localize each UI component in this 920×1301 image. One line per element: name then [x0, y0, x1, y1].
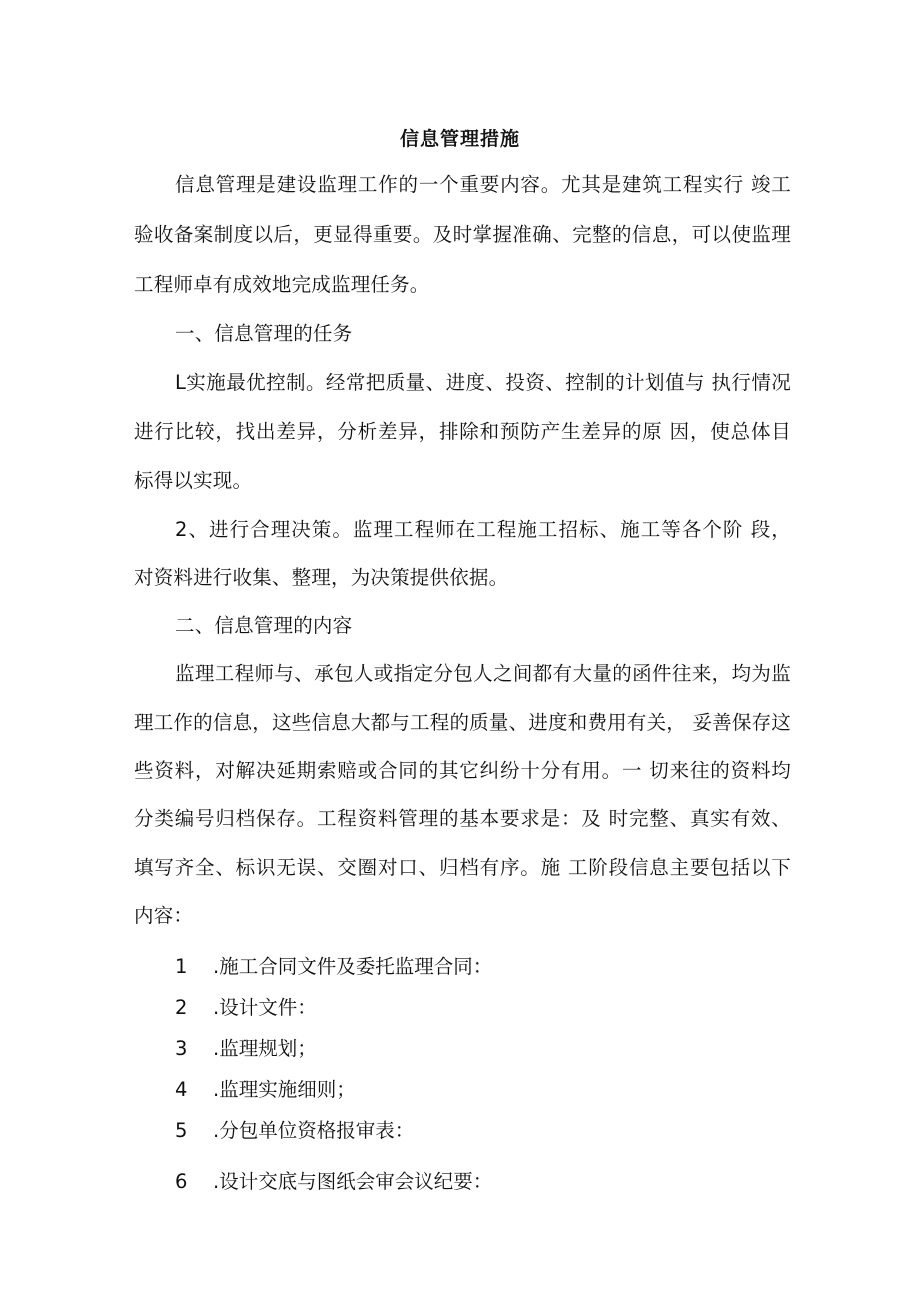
- paragraph-line: 2、进行合理决策。监理工程师在工程施工招标、施工等各个阶 段，: [175, 518, 791, 541]
- list-item-text: .监理规划；: [213, 1037, 317, 1060]
- list-item: [175, 1115, 414, 1143]
- paragraph-line: 内容：: [134, 904, 194, 927]
- list-item-text: .施工合同文件及委托监理合同：: [213, 955, 493, 978]
- list-item-text: .设计交底与图纸会审会议纪要：: [213, 1170, 493, 1193]
- list-item-number: 3: [175, 1037, 188, 1060]
- section-heading: 一、信息管理的任务: [175, 322, 353, 345]
- list-item-text: .设计文件：: [213, 996, 317, 1019]
- list-item: [175, 1166, 492, 1194]
- list-item: [175, 1074, 356, 1102]
- list-item: [175, 992, 317, 1020]
- list-item-number: 2: [175, 996, 188, 1019]
- list-item-text: .分包单位资格报审表：: [213, 1119, 415, 1142]
- section-heading: 二、信息管理的内容: [175, 614, 353, 637]
- paragraph-line: 标得以实现。: [134, 469, 253, 492]
- list-item: [175, 1033, 317, 1061]
- paragraph-line: 些资料，对解决延期索赔或合同的其它纠纷十分有用。一 切来往的资料均: [134, 759, 791, 782]
- list-item-number: 5: [175, 1119, 188, 1142]
- list-item-number: 6: [175, 1170, 188, 1193]
- paragraph-line: 分类编号归档保存。工程资料管理的基本要求是：及 时完整、真实有效、: [134, 807, 791, 830]
- list-item-number: 1: [175, 955, 188, 978]
- document-title: 信息管理措施: [399, 128, 520, 150]
- paragraph-line: 监理工程师与、承包人或指定分包人之间都有大量的函件往来，均为监: [175, 662, 791, 685]
- list-item-text: .监理实施细则；: [213, 1078, 356, 1101]
- paragraph-line: 填写齐全、标识无误、交圈对口、归档有序。施 工阶段信息主要包括以下: [134, 856, 791, 879]
- paragraph-line: L实施最优控制。经常把质量、进度、投资、控制的计划值与 执行情况: [175, 371, 791, 394]
- intro-line: 信息管理是建设监理工作的一个重要内容。尤其是建筑工程实行 竣工: [175, 173, 791, 196]
- paragraph-line: 对资料进行收集、整理，为决策提供依据。: [134, 566, 509, 589]
- list-item: [175, 951, 492, 979]
- intro-line: 验收备案制度以后，更显得重要。及时掌握准确、完整的信息，可以使监理: [134, 223, 791, 246]
- intro-line: 工程师卓有成效地完成监理任务。: [134, 273, 430, 296]
- list-item-number: 4: [175, 1078, 188, 1101]
- paragraph-line: 理工作的信息，这些信息大都与工程的质量、进度和费用有关， 妥善保存这: [134, 711, 791, 734]
- paragraph-line: 进行比较，找出差异，分析差异，排除和预防产生差异的原 因，使总体目: [134, 420, 791, 443]
